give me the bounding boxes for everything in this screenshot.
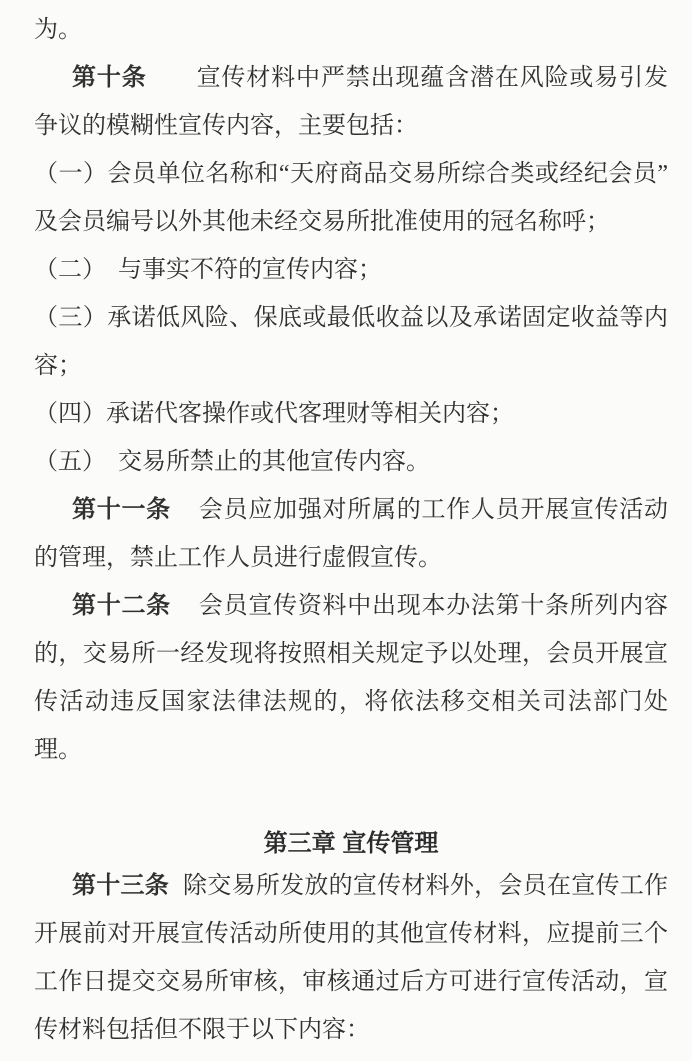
list-item-1: （一）会员单位名称和“天府商品交易所综合类或经纪会员”及会员编号以外其他未经交易所批准使用的冠名称呼； — [34, 161, 668, 235]
article-11-paragraph — [34, 486, 668, 582]
list-item-2: （二） 与事实不符的宣传内容； — [34, 257, 382, 283]
article-12-paragraph — [34, 582, 668, 774]
article-10-paragraph — [34, 54, 668, 150]
article-12-text: 会员宣传资料中出现本办法第十条所列内容的，交易所一经发现将按照相关规定予以处理，会员开展宣传活动违反国家法律法规的，将依法移交相关司法部门处理。 — [34, 593, 669, 763]
list-item-5: （五） 交易所禁止的其他宣传内容。 — [34, 449, 430, 475]
article-12-number: 第十二条 — [72, 592, 171, 619]
article-13-text: 除交易所发放的宣传材料外，会员在宣传工作开展前对开展宣传活动所使用的其他宣传材料，应提前三个工作日提交交易所审核，审核通过后方可进行宣传活动，宣传材料包括但不限于以下内容： — [34, 873, 669, 1043]
list-item-3: （三）承诺低风险、保底或最低收益以及承诺固定收益等内容； — [34, 305, 668, 379]
paragraph-continuation-tail: 为。 — [34, 17, 82, 43]
article-10-text: 宣传材料中严禁出现蕴含潜在风险或易引发争议的模糊性宣传内容，主要包括： — [34, 65, 669, 139]
list-item-4: （四）承诺代客操作或代客理财等相关内容； — [34, 401, 514, 427]
article-13-paragraph — [34, 862, 668, 1054]
article-11-number: 第十一条 — [72, 496, 171, 523]
article-11-text: 会员应加强对所属的工作人员开展宣传活动的管理，禁止工作人员进行虚假宣传。 — [34, 497, 669, 571]
article-10-number: 第十条 — [72, 64, 147, 91]
article-13-number: 第十三条 — [72, 872, 170, 899]
chapter-heading: 第三章 宣传管理 — [263, 830, 439, 857]
